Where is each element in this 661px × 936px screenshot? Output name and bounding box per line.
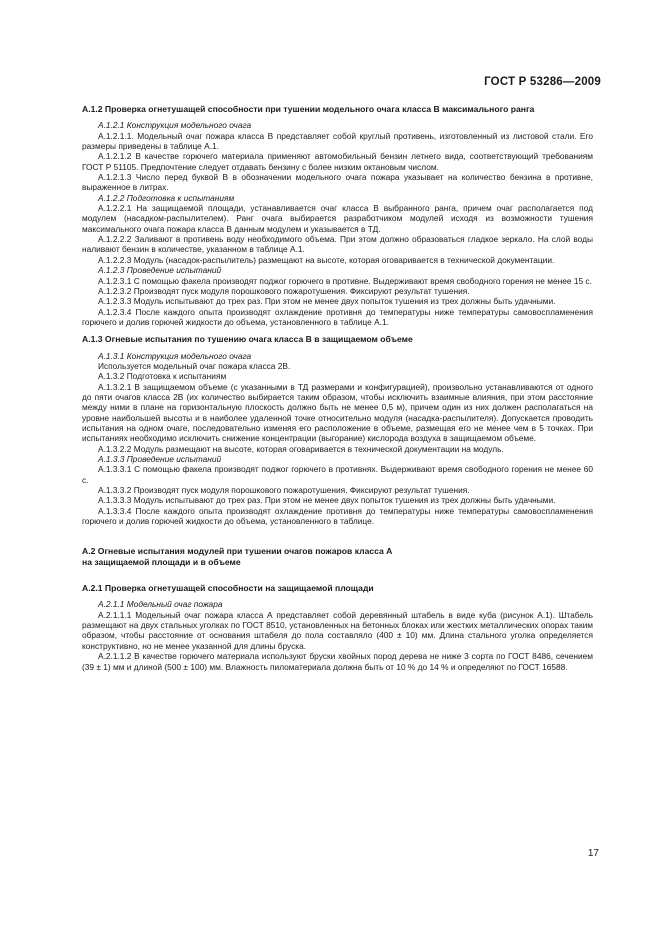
paragraph-a2-1-1-1: А.2.1.1.1 Модельный очаг пожара класса А представляет собой деревянный штабель в виде куба (рисунок А.1). Штабель размещают на двух стальных уголках по ГОСТ 8510, установленных на бетонных блоках или жестких металлических опорах таким образом, чтобы расстояние от основания штабеля до пола составляло (400 ± 10) мм. Длина стального уголка определяется конструктивно, но не менее указанной для длины бруска. <box>82 609 593 651</box>
paragraph-a1-3-2-1: А.1.3.2.1 В защищаемом объеме (с указанными в ТД размерами и конфигурацией), произвольно устанавливаются от одного до пяти очагов класса 2В (их количество выбирается таким образом, чтобы исключить взаимные влияния, при этом расстояние между ними в плане на горизонтальную плоскость должно быть не менее 0,5 м), причем один из них должен располагаться на уровне наибольшей высоты и в наиболее удаленной точке относительно модуля (насадка-распылителя). Допускается проводить испытания на одном очаге, последовательно изменяя его расположение в объеме, размещая его не менее чем в 5 точках. При испытаниях необходимо исключить снижение концентрации (выгорание) кислорода воздуха в защищаемом объеме. <box>82 381 593 444</box>
paragraph-a1-2-3-4: А.1.2.3.4 После каждого опыта производят охлаждение противня до температуры ниже температуры самовоспламенения горючего и долив горючей жидкости до объема, установленного в таблице А.1. <box>82 306 593 327</box>
paragraph-a1-2-1-1: А.1.2.1.1. Модельный очаг пожара класса В представляет собой круглый противень, изготовленный из листовой стали. Его размеры приведены в таблице А.1. <box>82 130 593 152</box>
section-heading-a1-2: А.1.2 Проверка огнетушащей способности при тушении модельного очага класса В максимального ранга <box>82 104 535 114</box>
subsection-title-a1-3-3: А.1.3.3 Проведение испытаний <box>98 454 222 464</box>
subsection-title-a1-2-1: А.1.2.1 Конструкция модельного очага <box>98 120 252 131</box>
subsection-title-a1-3-1: А.1.3.1 Конструкция модельного очага <box>98 350 252 361</box>
document-body <box>82 104 593 672</box>
paragraph-a1-2-2-2: А.1.2.2.2 Заливают в противень воду необходимого объема. При этом должно образоваться гладкое зеркало. На слой воды наливают бензин в количестве, указанном в таблице А.1. <box>82 234 593 255</box>
section-heading-a2 <box>82 546 593 567</box>
paragraph-a1-2-3-2: А.1.2.3.2 Производят пуск модуля порошкового пожаротушения. Фиксируют результат тушения. <box>98 285 470 296</box>
paragraph-a1-3-1: Используется модельный очаг пожара класса 2В. <box>98 360 291 371</box>
subsection-title-a2-1-1: А.2.1.1 Модельный очаг пожара <box>98 599 223 610</box>
paragraph-a1-3-3-3: А.1.3.3.3 Модуль испытывают до трех раз. При этом не менее двух попыток тушения из трех должны быть удачными. <box>98 495 556 506</box>
section-heading-a2-line1: А.2 Огневые испытания модулей при тушении очагов пожаров класса А <box>82 546 393 557</box>
subsection-title-a1-3-2: А.1.3.2 Подготовка к испытаниям <box>98 371 227 382</box>
paragraph-a1-2-1-2: А.1.2.1.2 В качестве горючего материала применяют автомобильный бензин летнего вида, соответствующий требованиям ГОСТ Р 51105. Предпочтение следует отдавать бензину с более низким октановым числом. <box>82 151 593 172</box>
subsection-title-a1-2-2: А.1.2.2 Подготовка к испытаниям <box>98 192 235 203</box>
paragraph-a1-3-2-2: А.1.3.2.2 Модуль размещают на высоте, которая оговаривается в технической документации на модуль. <box>98 443 504 454</box>
section-heading-a2-1: А.2.1 Проверка огнетушащей способности на защищаемой площади <box>82 583 374 594</box>
paragraph-a1-2-3-1: А.1.2.3.1 С помощью факела производят поджог горючего в противне. Выдерживают время свободного горения не менее 15 с. <box>98 275 592 286</box>
paragraph-a1-3-3-2: А.1.3.3.2 Производят пуск модуля порошкового пожаротушения. Фиксируют результат тушения. <box>98 485 470 496</box>
standard-header: ГОСТ Р 53286—2009 <box>484 76 601 88</box>
subsection-title-a1-2-3: А.1.2.3 Проведение испытаний <box>98 265 222 276</box>
paragraph-a1-2-3-3: А.1.2.3.3 Модуль испытывают до трех раз. При этом не менее двух попыток тушения из трех должны быть удачными. <box>98 296 556 307</box>
paragraph-a2-1-1-2: А.2.1.1.2 В качестве горючего материала используют бруски хвойных пород дерева не ниже 3 сорта по ГОСТ 8486, сечением (39 ± 1) мм и длиной (500 ± 100) мм. Влажность пиломатериала должна быть от 10 % до 14 % и определяют по ГОСТ 16588. <box>82 651 593 672</box>
paragraph-a1-3-3-4: А.1.3.3.4 После каждого опыта производят охлаждение противня до температуры ниже температуры самовоспламенения горючего и долив горючей жидкости до объема, установленного в таблице. <box>82 505 593 527</box>
paragraph-a1-2-1-3: А.1.2.1.3 Число перед буквой В в обозначении модельного очага пожара указывает на количество бензина в противне, выраженное в литрах. <box>82 172 593 193</box>
paragraph-a1-2-2-3: А.1.2.2.3 Модуль (насадок-распылитель) размещают на высоте, которая оговаривается в технической документации. <box>98 254 555 265</box>
page-number: 17 <box>587 848 599 859</box>
section-heading-a1-3: А.1.3 Огневые испытания по тушению очага класса В в защищаемом объеме <box>82 334 413 345</box>
paragraph-a1-2-2-1: А.1.2.2.1 На защищаемой площади, устанавливается очаг класса В выбранного ранга, причем очаг располагается под модулем (насадком-распылителем). Ранг очага выбирается разработчиком модулей исходя из возможности тушения максимального очага пожара класса В данным модулем и указывается в ТД. <box>82 203 593 234</box>
paragraph-a1-3-3-1: А.1.3.3.1 С помощью факела производят поджог горючего в противнях. Выдерживают время свободного горения не менее 60 с. <box>82 464 593 485</box>
section-heading-a2-line2: на защищаемой площади и в объеме <box>82 556 241 567</box>
